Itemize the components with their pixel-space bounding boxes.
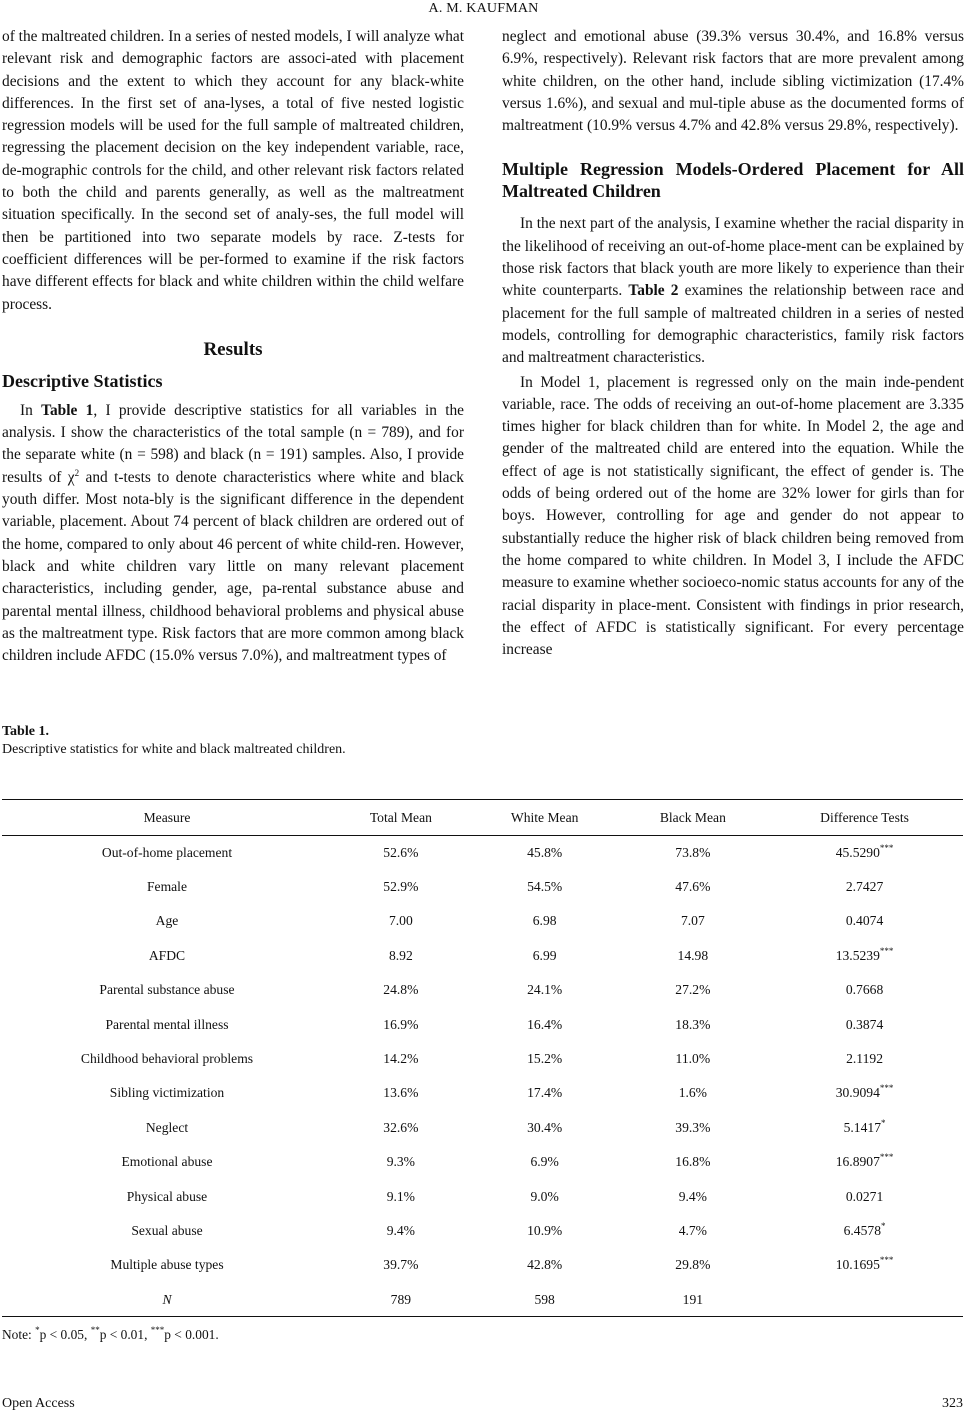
footer-open-access: Open Access [2,1396,75,1411]
page-number: 323 [942,1396,963,1411]
significance-marker: * [881,1220,886,1231]
table-note: Note: *p < 0.05, **p < 0.01, ***p < 0.001. [2,1325,219,1342]
table-1-reference: Table 1 [41,401,94,419]
table-label: Table 1. [2,724,49,739]
table-row: Multiple abuse types 39.7% 42.8% 29.8% 10.1695*** [110,1255,894,1273]
significance-marker: *** [879,842,894,853]
right-paragraph-3: In Model 1, placement is regressed only on the main inde-pendent variable, race. The odds of receiving an out-of-home placement are 3.335 times higher for black children than for white. In Model 2, the age and gender of the maltreated child are entered into the equation. While the effect of age is not statistically significant, the effect of gender is. The odds of being ordered out of the home are 32% lower for girls than for boys. However, controlling for age and gender do not appear to substantially reduce the higher risk of black children being removed from the home compared to white children. In Model 3, I include the AFDC measure to examine whether socioeco-nomic status accounts for any of the racial disparity in place-ment. Consistent with findings in prior research, the effect of AFDC is statistically significant. For every percentage increase [502,373,964,659]
header-black-mean: Black Mean [620,800,767,836]
significance-marker: * [881,1117,886,1128]
table-row: Parental mental illness 16.9% 16.4% 18.3% 0.3874 [105,1016,884,1032]
header-total-mean: Total Mean [332,800,470,836]
table-row: Physical abuse 9.1% 9.0% 9.4% 0.0271 [126,1188,884,1204]
subsection-heading-descriptive-statistics: Descriptive Statistics [2,370,163,391]
significance-marker: *** [879,1083,894,1094]
right-paragraph-2: In the next part of the analysis, I examine whether the racial disparity in the likelihood of receiving an out-of-home place-ment can be explained by those risk factors that black youth are more likely to experience than their white counterparts. Table 2 examines the relationship between race and placement for the full sample of maltreated children in a series of nested models, controlling for demographic characteristics, family risk factors and maltreatment characteristics. [502,215,964,367]
table-row-sample-size: N 789 598 191 [2,1283,963,1317]
header-difference-tests: Difference Tests [766,800,963,836]
table-caption [2,723,346,759]
subsection-heading-multiple-regression: Multiple Regression Models-Ordered Placement for All Maltreated Children [502,159,964,202]
left-paragraph-2: In Table 1, I provide descriptive statistics for all variables in the analysis. I show the characteristics of the total sample (n = 789), and for the separate white (n = 598) and black (n = 191) samples. Also, I provide results of $\chi^2$ and t-tests to denote characteristics where white and black youth differ. Most nota-bly is the significant difference in the dependent variable, placement. About 74 percent of black children are ordered out of the home, compared to only about 46 percent of white child-ren. However, black and white children vary little on many relevant placement characteristics, including gender, age, pa-rental substance abuse and parental mental illness, childhood behavioral problems and physical abuse as the maltreatment type. Risk factors that are more common among black children include AFDC (15.0% versus 7.0%), and maltreatment types of [2,401,464,665]
significance-marker: *** [879,1255,894,1266]
descriptive-statistics-table [2,799,963,1317]
header-white-mean: White Mean [470,800,620,836]
right-paragraph-1: neglect and emotional abuse (39.3% versus 30.4%, and 16.8% versus 6.9%, respectively). Relevant risk factors that are more prevalent among white children, on the other hand, include sibling victimization (17.4% versus 1.6%), and sexual and mul-tiple abuse as the documented forms of maltreatment (10.9% versus 4.7% and 42.8% versus 29.8%, respectively). [502,28,964,135]
table-row: Sexual abuse 9.4% 10.9% 4.7% 6.4578* [131,1220,886,1238]
running-head: A. M. KAUFMAN [428,1,539,16]
significance-marker: *** [879,1152,894,1163]
left-column [2,26,464,667]
table-row: Childhood behavioral problems 14.2% 15.2% 11.0% 2.1192 [80,1051,883,1067]
table-row: Female 52.9% 54.5% 47.6% 2.7427 [146,879,884,895]
section-heading-results: Results [203,338,263,360]
table-2-reference: Table 2 [628,282,679,300]
table-row: Sibling victimization 13.6% 17.4% 1.6% 30.9094*** [109,1083,894,1101]
header-measure: Measure [2,800,332,836]
table-row: Emotional abuse 9.3% 6.9% 16.8% 16.8907*** [121,1152,894,1170]
right-column [502,26,964,661]
table-row: AFDC 8.92 6.99 14.98 13.5239*** [148,945,894,963]
table-header-row [2,800,963,836]
left-paragraph-1: of the maltreated children. In a series of nested models, I will analyze what relevant risk and demographic factors are associ-ated with placement decisions and the extent to which they account for any black-white differences. In the first set of ana-lyses, a total of five nested logistic regression models will be used for the full sample of maltreated children, regressing the placement decision on the key independent variable, race, de-mographic controls for the child, and other relevant risk factors related to both the child and parents generally, as well as the maltreatment situation specifically. In the second set of analy-ses, the full model will then be partitioned into two separate models by race. Z-tests for coefficient differences will be per-formed to examine if the risk factors have different effects for black and white children within the child welfare process. [2,28,464,313]
table-caption-text: Descriptive statistics for white and black maltreated children. [2,742,346,757]
table-row: Neglect 32.6% 30.4% 39.3% 5.1417* [145,1117,886,1135]
significance-marker: *** [879,945,894,956]
table-row: Parental substance abuse 24.8% 24.1% 27.2% 0.7668 [99,982,884,998]
table-row: Age 7.00 6.98 7.07 0.4074 [155,913,884,929]
table-row: Out-of-home placement 52.6% 45.8% 73.8% 45.5290*** [101,842,894,860]
